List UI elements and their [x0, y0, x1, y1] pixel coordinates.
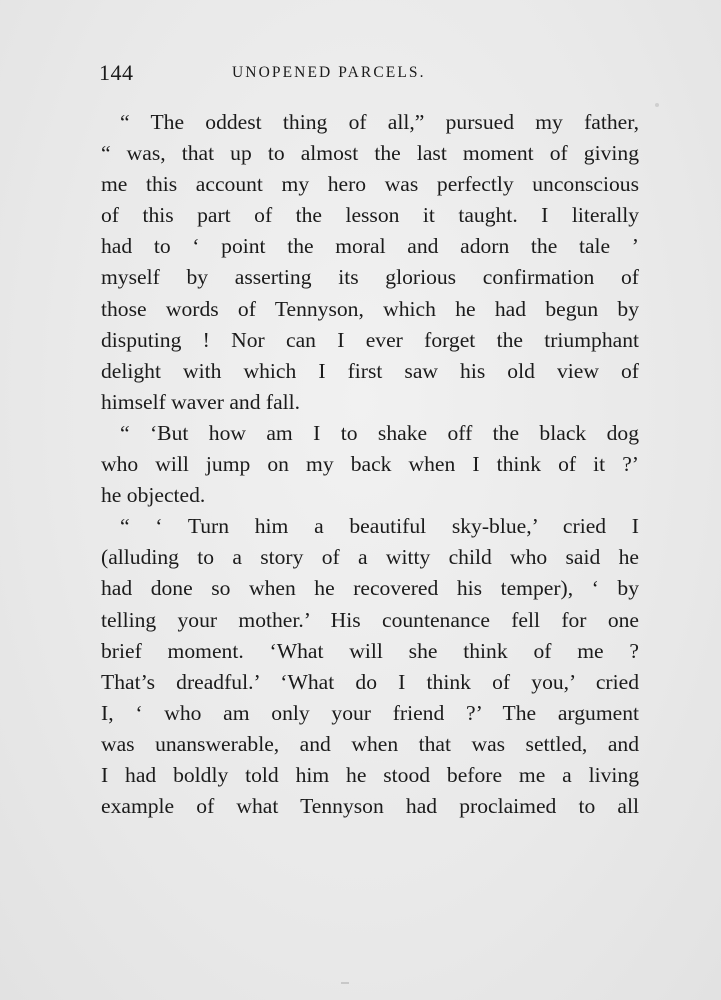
body-text: [101, 107, 639, 822]
text-line: brief moment. ‘What will she think of me ?: [101, 638, 639, 663]
text-line: I, ‘ who am only your friend ?’ The argument: [101, 700, 639, 725]
text-line: had to ‘ point the moral and adorn the tale ’: [101, 234, 639, 259]
paper-speck: [655, 103, 659, 107]
text-line: That’s dreadful.’ ‘What do I think of you,’ cried: [101, 669, 639, 694]
text-line: he objected.: [101, 483, 206, 508]
text-line: of this part of the lesson it taught. I literally: [101, 203, 639, 228]
text-line: example of what Tennyson had proclaimed to all: [101, 794, 639, 819]
page-number: 144: [99, 60, 134, 85]
text-line: had done so when he recovered his temper), ‘ by: [101, 576, 639, 601]
text-line: himself waver and fall.: [101, 389, 301, 414]
text-line: “ was, that up to almost the last moment of giving: [101, 141, 639, 166]
text-line: me this account my hero was perfectly unconscious: [101, 172, 639, 197]
text-line: “ ‘But how am I to shake off the black dog: [120, 420, 639, 445]
text-line: who will jump on my back when I think of it ?’: [101, 452, 639, 477]
text-line: disputing ! Nor can I ever forget the triumphant: [101, 327, 639, 352]
text-line: those words of Tennyson, which he had begun by: [101, 296, 639, 321]
text-line: telling your mother.’ His countenance fell for one: [101, 607, 639, 632]
text-line: “ ‘ Turn him a beautiful sky-blue,’ cried I: [120, 514, 639, 539]
running-head: UNOPENED PARCELS.: [232, 64, 426, 81]
text-line: I had boldly told him he stood before me a living: [101, 762, 639, 787]
text-line: delight with which I first saw his old view of: [101, 358, 639, 383]
text-line: myself by asserting its glorious confirmation of: [101, 265, 639, 290]
paper-mark: [341, 982, 349, 984]
text-line: was unanswerable, and when that was settled, and: [101, 731, 639, 756]
text-line: “ The oddest thing of all,” pursued my father,: [120, 110, 639, 134]
text-line: (alluding to a story of a witty child who said he: [101, 545, 639, 570]
